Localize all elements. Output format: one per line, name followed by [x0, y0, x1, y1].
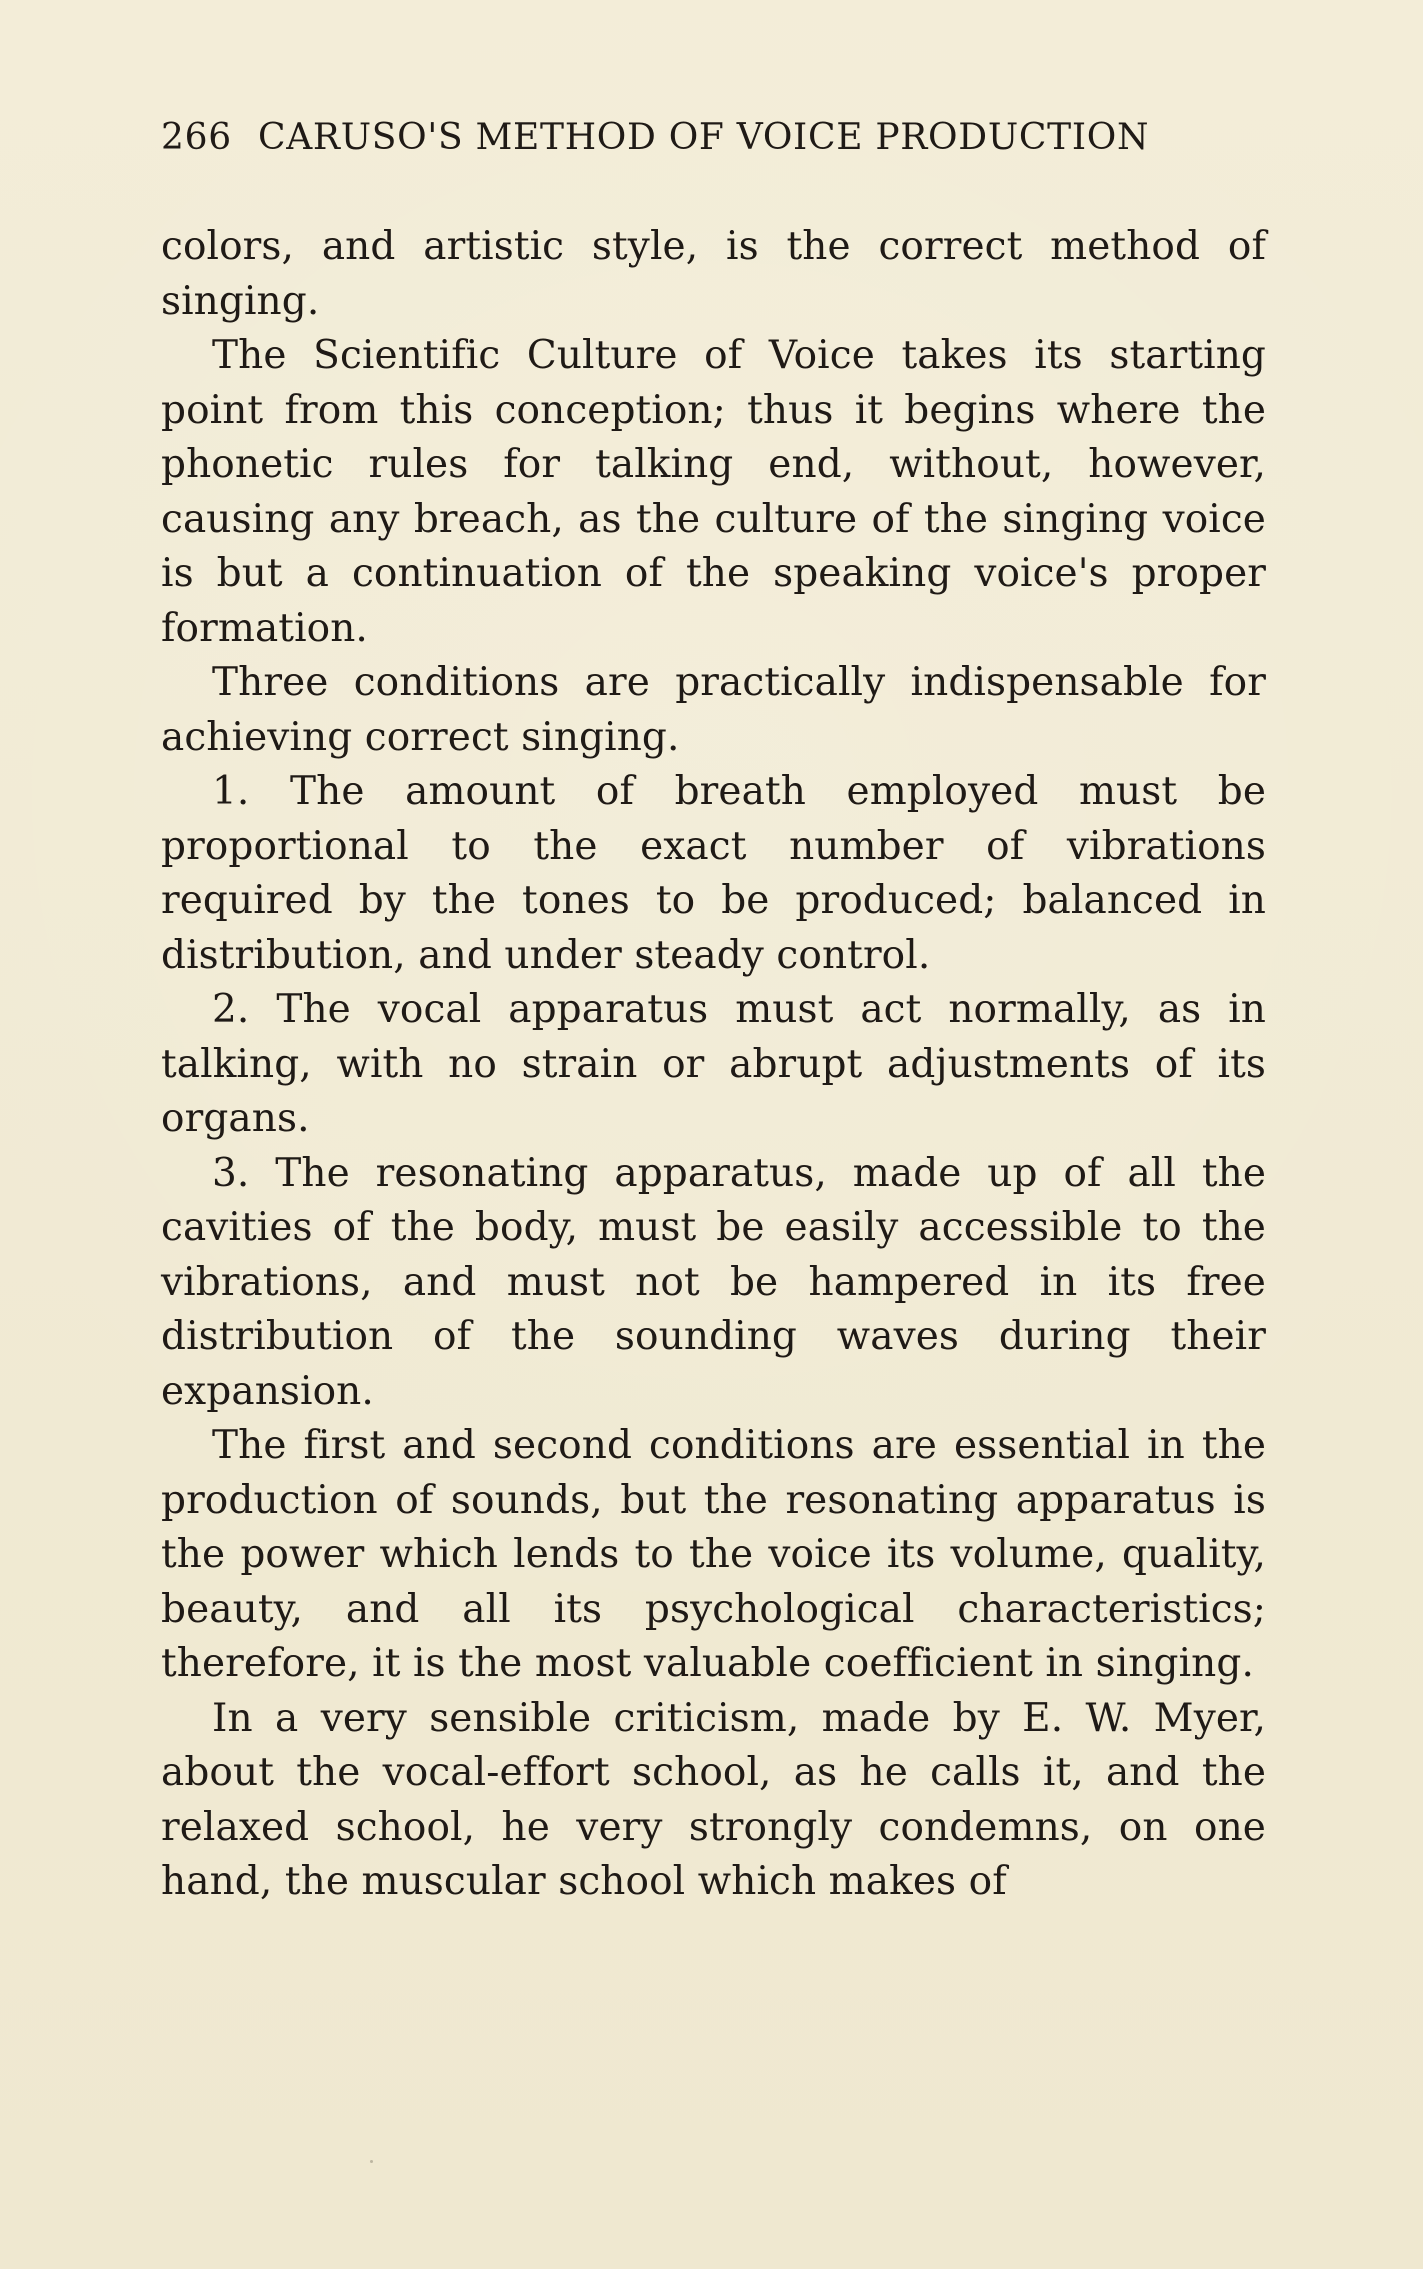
running-head	[161, 117, 1266, 158]
paragraph-4: 1. The amount of breath employed must be proportional to the exact number of vibrations required by the tones to be produced; balanced in distribution, and under steady control.	[161, 769, 1266, 978]
paragraph-5: 2. The vocal apparatus must act normally, as in talking, with no strain or abrupt adjustments of its organs.	[161, 987, 1266, 1141]
paragraph-8: In a very sensible criticism, made by E. W. Myer, about the vocal-effort school, as he calls it, and the relaxed school, he very strongly condemns, on one hand, the muscular school which makes of	[161, 1695, 1266, 1904]
paragraph-6: 3. The resonating apparatus, made up of all the cavities of the body, must be easily accessible to the vibrations, and must not be hampered in its free distribution of the sounding waves during their expansion.	[161, 1150, 1266, 1414]
paragraph-2: The Scientific Culture of Voice takes its starting point from this conception; thus it begins where the phonetic rules for talking end, without, however, causing any breach, as the culture of the singing voice is but a continuation of the speaking voice's proper formation.	[161, 333, 1266, 651]
paragraph-1: colors, and artistic style, is the correct method of singing.	[161, 224, 1266, 324]
page-speck	[370, 2160, 373, 2163]
page-number: 266	[161, 117, 232, 158]
paragraph-3: Three conditions are practically indispensable for achieving correct singing.	[161, 660, 1266, 760]
body-text	[161, 220, 1266, 1910]
running-head-title: CARUSO'S METHOD OF VOICE PRODUCTION	[257, 117, 1150, 158]
paragraph-7: The first and second conditions are essential in the production of sounds, but the resonating apparatus is the power which lends to the voice its volume, quality, beauty, and all its psychological characteristics; therefore, it is the most valuable coefficient in singing.	[161, 1423, 1266, 1686]
